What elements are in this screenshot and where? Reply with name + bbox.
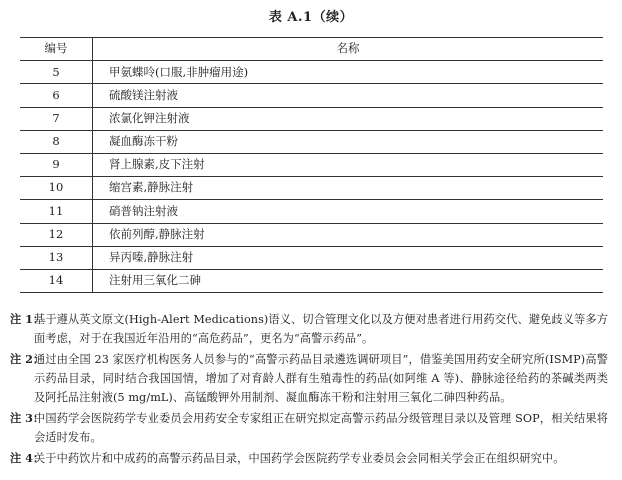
table-header-row: [20, 38, 603, 61]
medication-table: [20, 37, 603, 293]
row-name: 异丙嗪,静脉注射: [93, 246, 604, 269]
table-caption: 表 A.1（续）: [268, 10, 354, 25]
row-number: 10: [20, 177, 93, 200]
row-number: 6: [20, 84, 93, 107]
note-text: 关于中药饮片和中成药的高警示药品目录，中国药学会医院药学专业委员会会同相关学会正在组织研究中。: [34, 452, 565, 465]
table-row: [20, 107, 603, 130]
row-name: 凝血酶冻干粉: [93, 130, 604, 153]
row-name: 注射用三氧化二砷: [93, 269, 604, 292]
table-row: [20, 177, 603, 200]
note-text: 基于遵从英文原文(High-Alert Medications)语义、切合管理文化以及方便对患者进行用药交代、避免歧义等多方面考虑，对于在我国近年沿用的“高危药品”，更名为“高警示药品”。: [34, 313, 608, 345]
note-1: [10, 310, 608, 348]
row-number: 8: [20, 130, 93, 153]
row-name: 肾上腺素,皮下注射: [93, 153, 604, 176]
row-name: 硫酸镁注射液: [93, 84, 604, 107]
note-label: 注 4：: [10, 451, 45, 465]
table-row: [20, 269, 603, 292]
header-name: 名称: [93, 38, 604, 61]
note-4: [10, 449, 608, 468]
row-name: 依前列醇,静脉注射: [93, 223, 604, 246]
row-number: 13: [20, 246, 93, 269]
note-label: 注 1：: [10, 312, 45, 326]
table-row: [20, 246, 603, 269]
table-row: [20, 153, 603, 176]
notes-section: [10, 310, 608, 470]
note-text: 通过由全国 23 家医疗机构医务人员参与的“高警示药品目录遴选调研项目”，借鉴美国用药安全研究所(ISMP)高警示药品目录，同时结合我国国情，增加了对育龄人群有生殖毒性的药品(如阿维 A 等)、静脉途径给药的茶碱类两类及阿托品注射液(5 mg/mL)、高锰酸钾外用制剂、凝血酶冻干粉和注射用三氧化二砷四种药品。: [34, 353, 608, 404]
note-3: [10, 409, 608, 447]
header-number: 编号: [20, 38, 93, 61]
note-2: [10, 350, 608, 407]
row-number: 14: [20, 269, 93, 292]
table-row: [20, 223, 603, 246]
row-name: 缩宫素,静脉注射: [93, 177, 604, 200]
table-row: [20, 84, 603, 107]
row-number: 5: [20, 61, 93, 84]
row-name: 浓氯化钾注射液: [93, 107, 604, 130]
row-number: 12: [20, 223, 93, 246]
note-label: 注 3：: [10, 411, 45, 425]
table-row: [20, 200, 603, 223]
row-name: 甲氨蝶呤(口服,非肿瘤用途): [93, 61, 604, 84]
row-number: 7: [20, 107, 93, 130]
table-row: [20, 130, 603, 153]
table-row: [20, 61, 603, 84]
note-text: 中国药学会医院药学专业委员会用药安全专家组正在研究拟定高警示药品分级管理目录以及管理 SOP，相关结果将会适时发布。: [34, 412, 608, 444]
row-number: 11: [20, 200, 93, 223]
note-label: 注 2：: [10, 352, 45, 366]
row-name: 硝普钠注射液: [93, 200, 604, 223]
row-number: 9: [20, 153, 93, 176]
